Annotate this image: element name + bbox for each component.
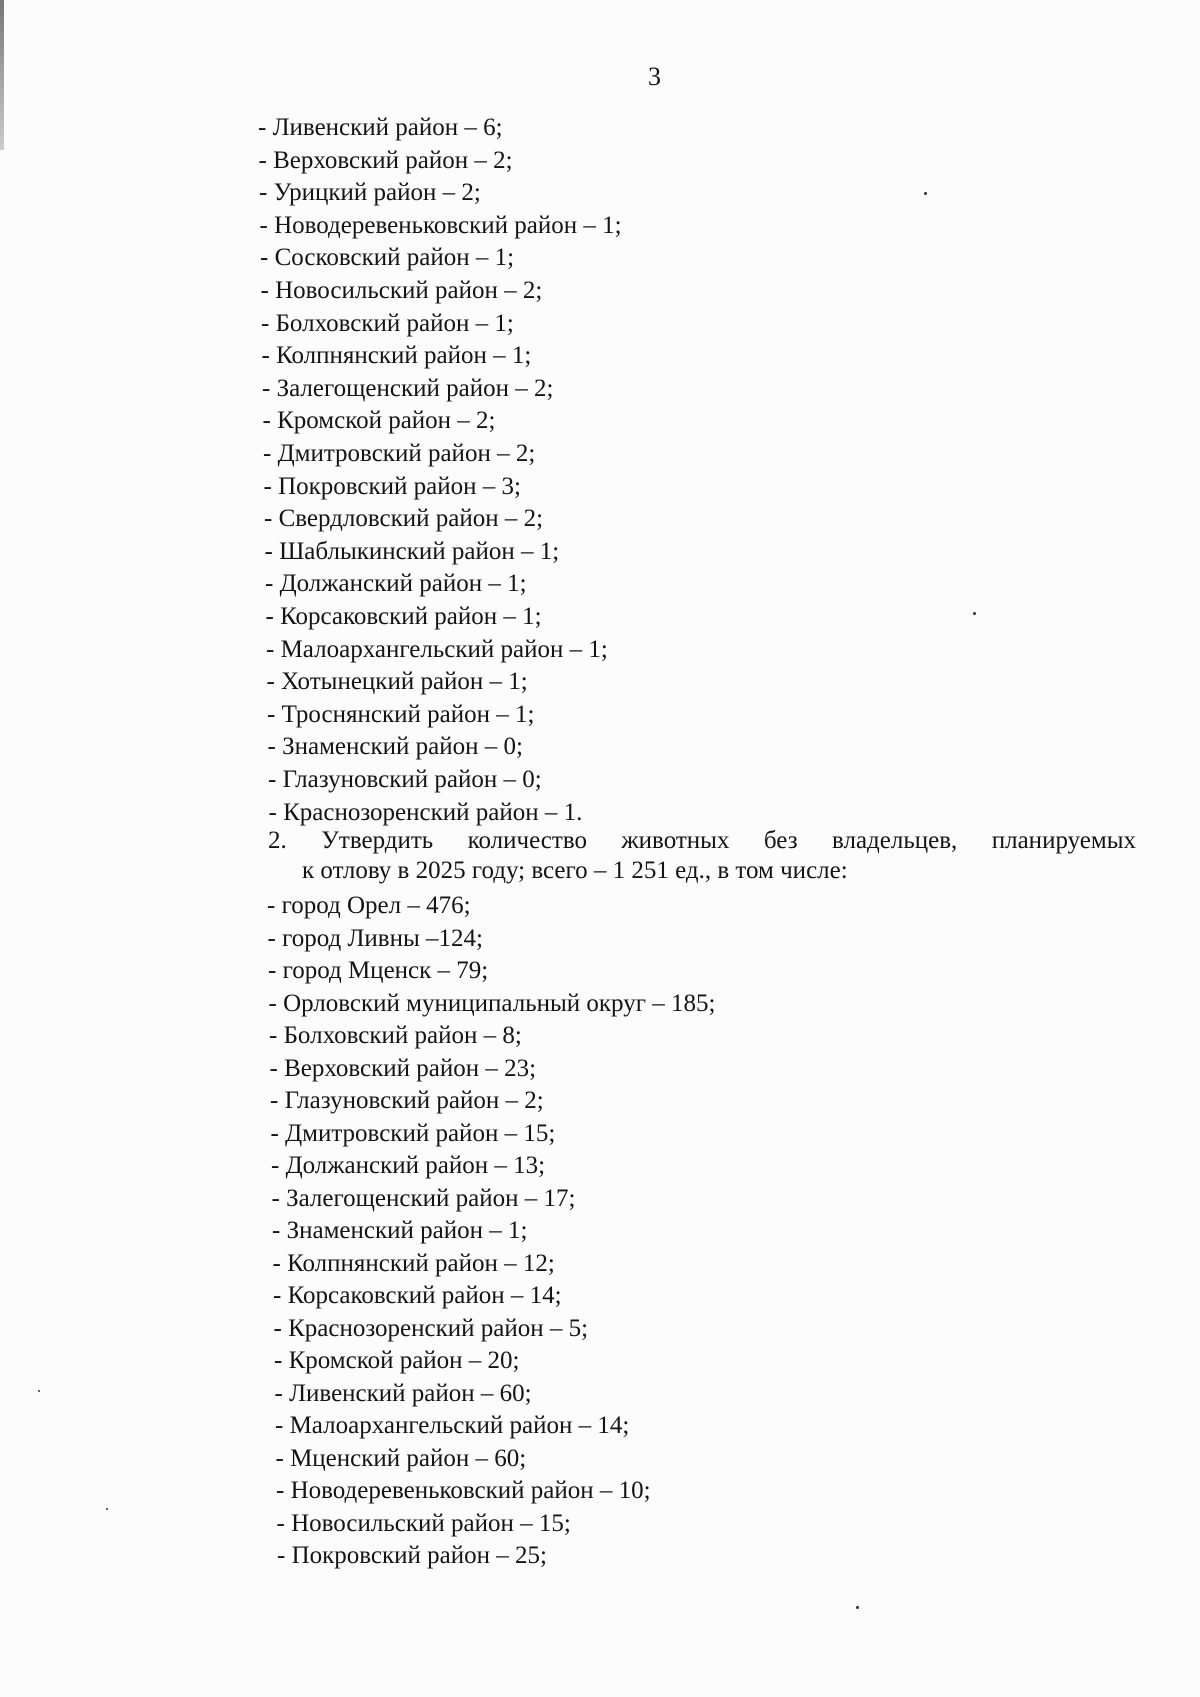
list-item: - Верховский район – 2;	[258, 146, 513, 174]
item2-word: 2.	[268, 827, 287, 854]
list-item: - Корсаковский район – 14;	[273, 1282, 562, 1309]
scan-edge-shadow	[0, 0, 4, 150]
list-item: - Шаблыкинский район – 1;	[264, 537, 560, 565]
item2-first-line	[268, 826, 1136, 856]
page-number: 3	[648, 62, 661, 91]
list-item: - Болховский район – 8;	[269, 1022, 522, 1049]
scan-speck	[924, 192, 927, 195]
list-item: - Троснянский район – 1;	[267, 700, 535, 728]
list-item: - Малоархангельский район – 14;	[275, 1412, 630, 1439]
item2-word: Утвердить	[321, 827, 434, 854]
item2-continuation: к отлову в 2025 году; всего – 1 251 ед., в том числе:	[302, 857, 848, 884]
list-item: - Корсаковский район – 1;	[265, 603, 542, 630]
list-item: - Залегощенский район – 17;	[271, 1184, 576, 1212]
list-item: - Хотынецкий район – 1;	[266, 668, 528, 696]
list-item: - Болховский район – 1;	[261, 309, 514, 337]
list-item: - Знаменский район – 1;	[272, 1217, 528, 1244]
item2-word: планируемых	[991, 827, 1136, 854]
scan-speck	[973, 612, 976, 615]
list-item: - Краснозоренский район – 1.	[268, 798, 583, 826]
list-item: - Новосильский район – 2;	[260, 277, 543, 304]
list-item: - Сосковский район – 1;	[260, 244, 515, 272]
list-item-2	[268, 826, 1136, 886]
scan-speck	[38, 1390, 40, 1392]
list-item: - Кромской район – 20;	[274, 1347, 520, 1374]
list-item: - Глазуновский район – 0;	[268, 766, 542, 793]
scan-speck	[856, 1606, 859, 1609]
list-item: - Новодеревеньковский район – 10;	[276, 1477, 651, 1504]
list-item: - Колпнянский район – 1;	[261, 342, 532, 370]
list-item: - город Орел – 476;	[267, 892, 471, 919]
list-item: - Покровский район – 25;	[277, 1542, 547, 1569]
list-item: - Ливенский район – 60;	[274, 1379, 532, 1407]
list-item: - Краснозоренский район – 5;	[273, 1314, 589, 1342]
list-item: - город Мценск – 79;	[268, 957, 489, 984]
list-item: - Колпнянский район – 12;	[272, 1249, 555, 1277]
list-item: - Новодеревеньковский район – 1;	[259, 211, 622, 239]
list-item: - Залегощенский район – 2;	[262, 374, 554, 402]
list-item: - Свердловский район – 2;	[264, 505, 544, 533]
list-item: - Малоархангельский район – 1;	[266, 635, 608, 663]
item2-word: владельцев,	[832, 827, 958, 854]
list-item: - Дмитровский район – 15;	[270, 1119, 556, 1147]
list-item: - Мценский район – 60;	[275, 1444, 527, 1472]
list-item: - Новосильский район – 15;	[276, 1509, 571, 1537]
list-item: - Покровский район – 3;	[263, 472, 521, 500]
list-item: - Глазуновский район – 2;	[270, 1087, 544, 1114]
list-item: - Орловский муниципальный округ – 185;	[268, 989, 716, 1017]
item2-word: без	[763, 827, 798, 854]
list-item: - Кромской район – 2;	[262, 407, 496, 435]
scan-speck	[106, 1508, 108, 1510]
list-item: - Дмитровский район – 2;	[263, 440, 536, 467]
list-item: - Должанский район – 13;	[271, 1152, 546, 1179]
item2-word: количество	[467, 827, 587, 854]
list-item: - Верховский район – 23;	[269, 1054, 537, 1082]
list-item: - Должанский район – 1;	[265, 570, 527, 598]
list-item: - город Ливны –124;	[267, 924, 483, 952]
item2-word: животных	[621, 827, 730, 854]
list-item: - Знаменский район – 0;	[267, 733, 523, 761]
list-item: - Ливенский район – 6;	[258, 114, 503, 141]
list-item: - Урицкий район – 2;	[259, 179, 481, 207]
